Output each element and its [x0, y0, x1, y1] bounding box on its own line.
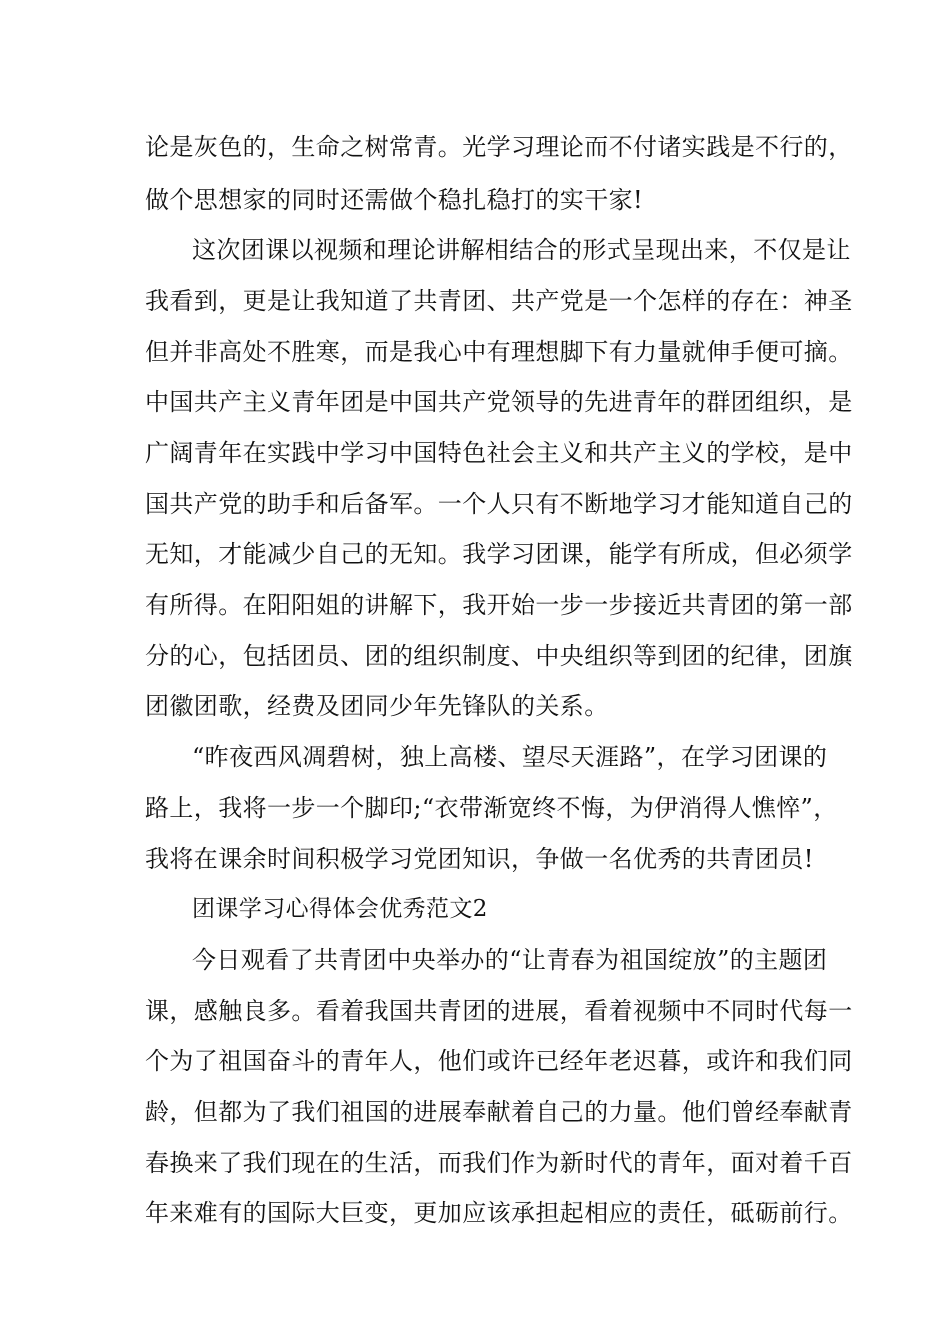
text-line-21: 春换来了我们现在的生活，而我们作为新时代的青年，面对着千百: [145, 1149, 853, 1177]
text-line-12: 团徽团歌，经费及团同少年先锋队的关系。: [145, 692, 609, 720]
text-line-7: 广阔青年在实践中学习中国特色社会主义和共产主义的学校，是中: [145, 439, 853, 467]
text-line-15: 我将在课余时间积极学习党团知识，争做一名优秀的共青团员!: [145, 845, 814, 873]
text-line-1: 论是灰色的，生命之树常青。光学习理论而不付诸实践是不行的，: [145, 133, 853, 161]
text-line-19: 个为了祖国奋斗的青年人，他们或许已经年老迟暮，或许和我们同: [145, 1047, 853, 1075]
text-line-9: 无知，才能减少自己的无知。我学习团课，能学有所成，但必须学: [145, 540, 853, 568]
text-line-22: 年来难有的国际大巨变，更加应该承担起相应的责任，砥砺前行。: [145, 1199, 853, 1227]
text-line-18: 课，感触良多。看着我国共青团的进展，看着视频中不同时代每一: [145, 997, 853, 1025]
paragraph-start-line: “昨夜西风凋碧树，独上高楼、望尽天涯路”，在学习团课的: [192, 743, 828, 771]
text-line-5: 但并非高处不胜寒，而是我心中有理想脚下有力量就伸手便可摘。: [145, 338, 853, 366]
text-line-10: 有所得。在阳阳姐的讲解下，我开始一步一步接近共青团的第一部: [145, 591, 853, 619]
section-heading: 团课学习心得体会优秀范文2: [192, 896, 488, 922]
paragraph-start-line: 今日观看了共青团中央举办的“让青春为祖国绽放”的主题团: [192, 946, 828, 974]
text-line-8: 国共产党的助手和后备军。一个人只有不断地学习才能知道自己的: [145, 490, 853, 518]
text-line-6: 中国共产主义青年团是中国共产党领导的先进青年的群团组织，是: [145, 388, 853, 416]
text-line-14: 路上，我将一步一个脚印;“衣带渐宽终不悔，为伊消得人憔悴”，: [145, 794, 838, 822]
text-line-2: 做个思想家的同时还需做个稳扎稳打的实干家!: [145, 186, 644, 214]
text-line-4: 我看到，更是让我知道了共青团、共产党是一个怎样的存在：神圣: [145, 287, 853, 315]
paragraph-start-line: 这次团课以视频和理论讲解相结合的形式呈现出来，不仅是让: [192, 236, 851, 264]
text-line-20: 龄，但都为了我们祖国的进展奉献着自己的力量。他们曾经奉献青: [145, 1098, 853, 1126]
text-line-11: 分的心，包括团员、团的组织制度、中央组织等到团的纪律，团旗: [145, 642, 853, 670]
